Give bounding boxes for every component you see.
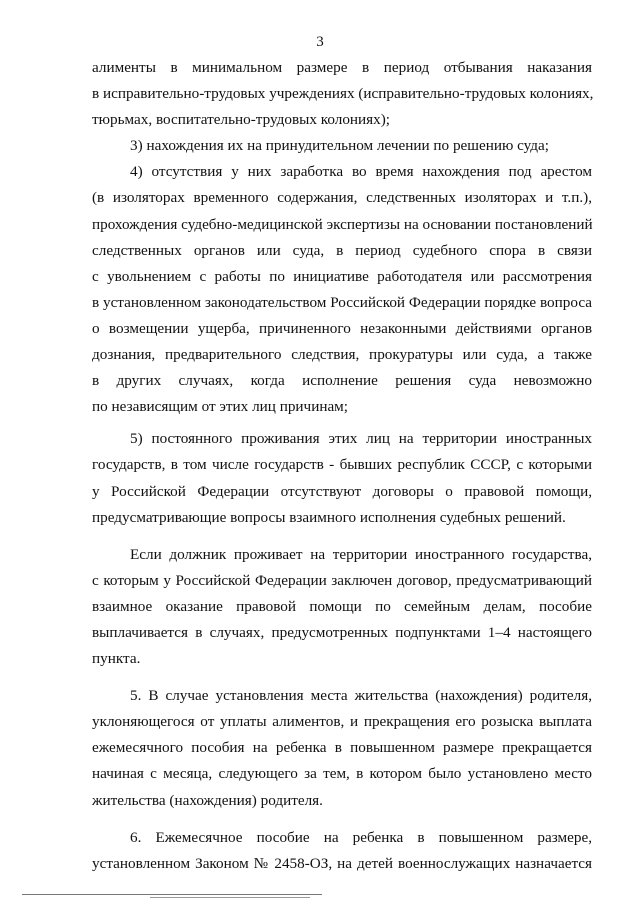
text-line: о возмещении ущерба, причиненного незаконными действиями органов [92, 319, 592, 337]
paragraph-gap [92, 814, 592, 825]
text-line: взаимное оказание правовой помощи по семейным делам, пособие [92, 597, 592, 615]
text-line: пункта. [92, 650, 141, 668]
paragraph-gap [92, 531, 592, 542]
text-line: ежемесячного пособия на ребенка в повышенном размере прекращается [92, 739, 592, 757]
text-line: уклоняющегося от уплаты алиментов, и прекращения его розыска выплата [92, 713, 592, 731]
text-line: 6. Ежемесячное пособие на ребенка в повышенном размере, [130, 828, 592, 846]
text-line: государств, в том числе государств - бывших республик СССР, с которыми [92, 456, 592, 474]
footer-rule [150, 897, 310, 898]
text-line: алименты в минимальном размере в период отбывания наказания [92, 59, 592, 76]
text-line: в других случаях, когда исполнение решения суда невозможно [92, 372, 592, 390]
text-line: установленном Законом № 2458-ОЗ, на детей военнослужащих назначается [92, 854, 592, 872]
text-line: Если должник проживает на территории иностранного государства, [130, 545, 592, 563]
text-line: в исправительно-трудовых учреждениях (исправительно-трудовых колониях, [92, 85, 594, 103]
text-line: 5) постоянного проживания этих лиц на территории иностранных [130, 430, 592, 448]
text-line: 4) отсутствия у них заработка во время нахождения под арестом [130, 163, 592, 181]
document-body [92, 55, 592, 877]
footer-rule [22, 894, 322, 895]
text-line: с которым у Российской Федерации заключен договор, предусматривающий [92, 571, 592, 589]
text-line: тюрьмах, воспитательно-трудовых колониях); [92, 111, 391, 129]
text-line: жительства (нахождения) родителя. [92, 791, 323, 809]
text-line: с увольнением с работы по инициативе работодателя или рассмотрения [92, 267, 592, 285]
paragraph-gap [92, 672, 592, 683]
text-line: у Российской Федерации отсутствуют договоры о правовой помощи, [92, 482, 592, 500]
text-line: выплачивается в случаях, предусмотренных подпунктами 1–4 настоящего [92, 623, 592, 641]
text-line: 3) нахождения их на принудительном лечении по решению суда; [130, 137, 549, 155]
text-line: по независящим от этих лиц причинам; [92, 398, 349, 416]
text-line: дознания, предварительного следствия, прокуратуры или суда, а также [92, 346, 592, 364]
text-line: предусматривающие вопросы взаимного исполнения судебных решений. [92, 508, 566, 526]
text-line: следственных органов или суда, в период судебного спора в связи [92, 241, 592, 259]
text-line: (в изоляторах временного содержания, следственных изоляторах и т.п.), [92, 189, 592, 207]
page-number: 3 [316, 34, 324, 50]
text-line: начиная с месяца, следующего за тем, в котором было установлено место [92, 765, 592, 783]
text-line: в установленном законодательством Российской Федерации порядке вопроса [92, 293, 592, 311]
text-line: прохождения судебно-медицинской экспертизы на основании постановлений [92, 215, 593, 233]
text-line: 5. В случае установления места жительства (нахождения) родителя, [130, 687, 592, 705]
